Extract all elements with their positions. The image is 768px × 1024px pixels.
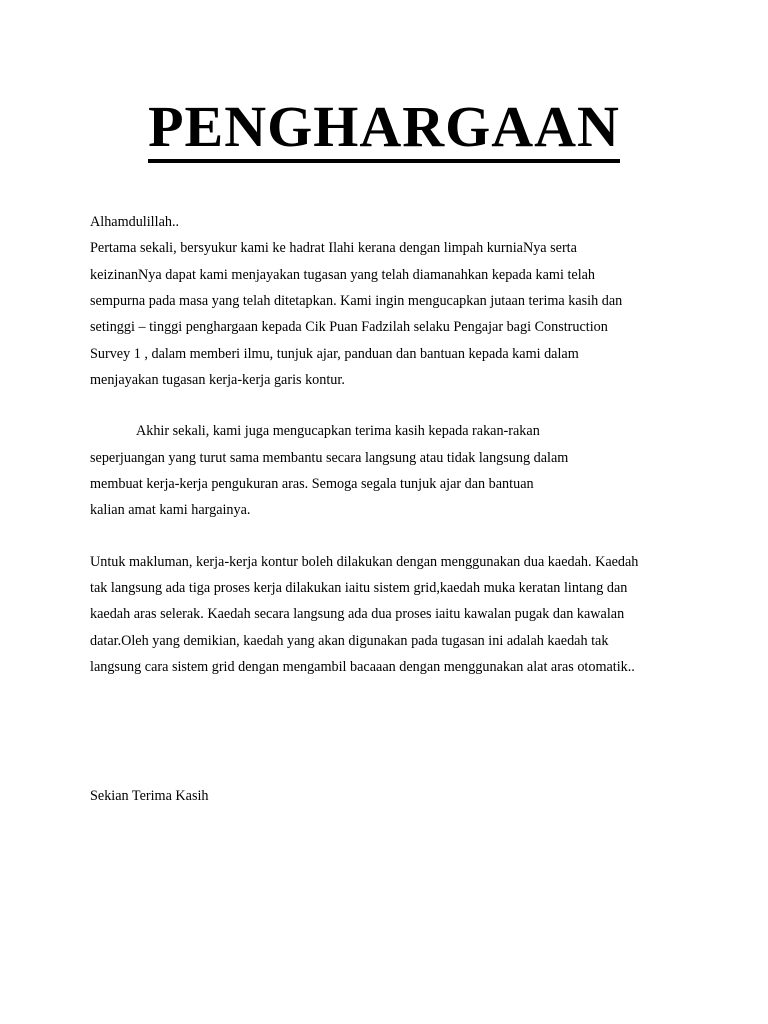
paragraph-3-line: datar.Oleh yang demikian, kaedah yang akan digunakan pada tugasan ini adalah kaedah tak (90, 633, 609, 649)
paragraph-2-line: kalian amat kami hargainya. (90, 502, 251, 518)
paragraph-1-line: Survey 1 , dalam memberi ilmu, tunjuk ajar, panduan dan bantuan kepada kami dalam (90, 346, 579, 362)
paragraph-1-line: Pertama sekali, bersyukur kami ke hadrat Ilahi kerana dengan limpah kurniaNya serta (90, 240, 577, 256)
page-title-text: PENGHARGAAN (148, 94, 620, 163)
paragraph-1-line: Alhamdulillah.. (90, 214, 180, 230)
paragraph-3-line: langsung cara sistem grid dengan mengambil bacaaan dengan menggunakan alat aras otomatik.. (90, 659, 635, 675)
paragraph-1-line: keizinanNya dapat kami menjayakan tugasan yang telah diamanahkan kepada kami telah (90, 267, 596, 283)
paragraph-1-line: sempurna pada masa yang telah ditetapkan. Kami ingin mengucapkan jutaan terima kasih dan (90, 293, 623, 309)
paragraph-3-line: Untuk makluman, kerja-kerja kontur boleh dilakukan dengan menggunakan dua kaedah. Kaedah (90, 554, 639, 570)
paragraph-2-line: Akhir sekali, kami juga mengucapkan terima kasih kepada rakan-rakan (136, 423, 540, 439)
paragraph-2-line: membuat kerja-kerja pengukuran aras. Semoga segala tunjuk ajar dan bantuan (90, 476, 534, 492)
paragraph-3-line: kaedah aras selerak. Kaedah secara langsung ada dua proses iaitu kawalan pugak dan kawalan (90, 606, 625, 622)
paragraph-1-line: setinggi – tinggi penghargaan kepada Cik Puan Fadzilah selaku Pengajar bagi Construction (90, 319, 608, 335)
page-title (0, 88, 768, 166)
paragraph-2-line: seperjuangan yang turut sama membantu secara langsung atau tidak langsung dalam (90, 450, 569, 466)
paragraph-1-line: menjayakan tugasan kerja-kerja garis kontur. (90, 372, 345, 388)
paragraph-3-line: tak langsung ada tiga proses kerja dilakukan iaitu sistem grid,kaedah muka keratan lintang dan (90, 580, 628, 596)
closing-text: Sekian Terima Kasih (90, 788, 209, 804)
